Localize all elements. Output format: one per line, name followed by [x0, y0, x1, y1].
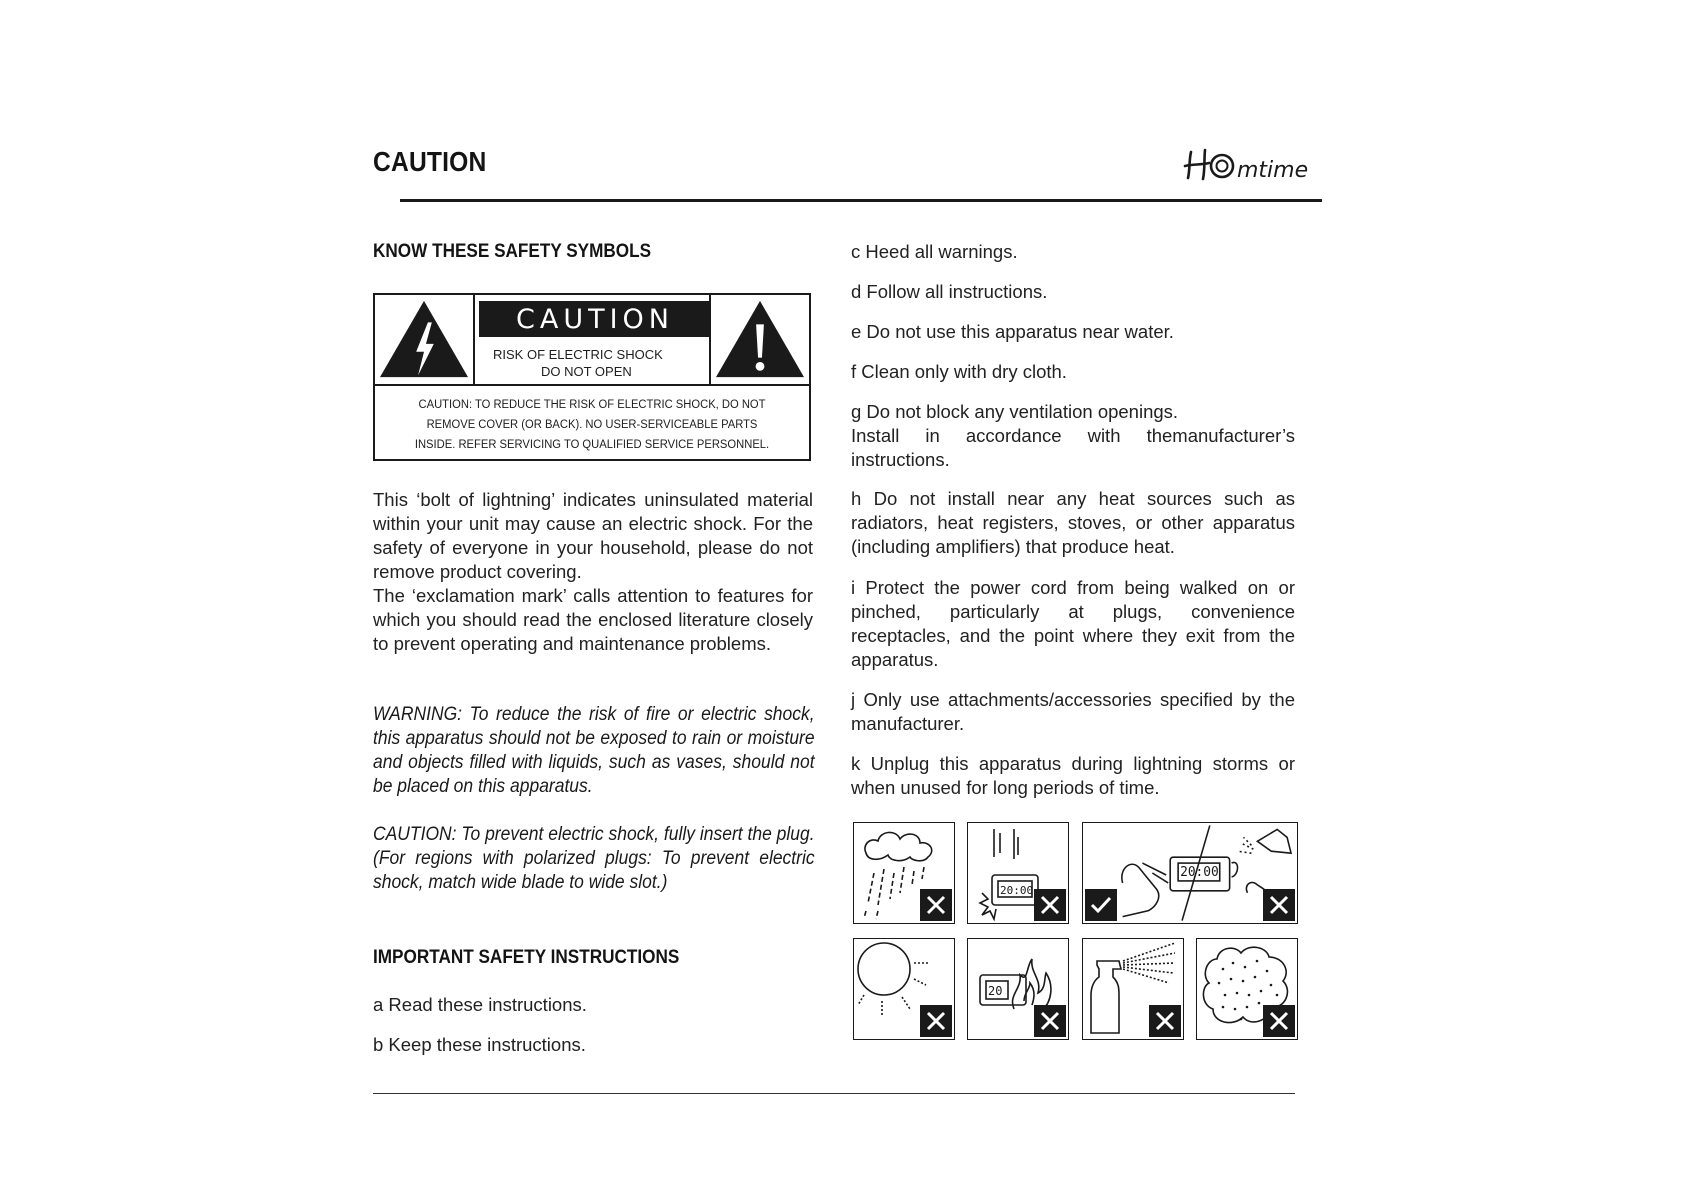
- exclamation-warning-icon: [711, 295, 809, 384]
- instruction-item: b Keep these instructions.: [373, 1034, 586, 1055]
- instruction-item: h Do not install near any heat sources such as radiators, heat registers, stoves, or other apparatus (including amplifiers) that produce heat.: [851, 488, 1295, 557]
- prohibited-badge: [1149, 1005, 1181, 1037]
- caution-label: [373, 293, 811, 461]
- prohibited-badge: [1034, 889, 1066, 921]
- instruction-item: g Do not block any ventilation openings.: [851, 401, 1179, 422]
- lightning-warning-icon: [375, 295, 473, 384]
- cross-icon: [1149, 1005, 1181, 1037]
- cross-icon: [1263, 1005, 1295, 1037]
- label-footer-line: INSIDE. REFER SERVICING TO QUALIFIED SERVICE PERSONNEL.: [414, 437, 770, 451]
- brand-logo: [1183, 144, 1323, 186]
- cross-icon: [1263, 889, 1295, 921]
- prohibited-badge: [1263, 1005, 1295, 1037]
- warning-paragraph: WARNING: To reduce the risk of fire or electric shock, this apparatus should not be exposed to rain or moisture and objects filled with liquids, such as vases, should not be placed on this apparatus.: [373, 704, 815, 797]
- prohibited-badge: [920, 889, 952, 921]
- clock-time-text: 20:00: [1180, 864, 1219, 880]
- lightning-cell: [375, 295, 475, 386]
- homtime-logo-icon: [1183, 144, 1323, 186]
- rain-pictogram: [853, 822, 955, 924]
- label-footer-line: CAUTION: TO REDUCE THE RISK OF ELECTRIC SHOCK, DO NOT: [418, 397, 766, 411]
- caution-text-cell: [475, 295, 709, 386]
- instruction-item: a Read these instructions.: [373, 994, 587, 1015]
- svg-text:mtime: mtime: [1237, 158, 1309, 183]
- instruction-item: i Protect the power cord from being walked on or pinched, particularly at plugs, convenience receptacles, and the point where they exit from the apparatus.: [851, 577, 1295, 670]
- approved-badge: [1085, 889, 1117, 921]
- lightning-paragraph: This ‘bolt of lightning’ indicates uninsulated material within your unit may cause an electric shock. For the safety of everyone in your household, please do not remove product covering.: [373, 489, 813, 582]
- check-icon: [1085, 889, 1117, 921]
- caution-banner: CAUTION: [479, 301, 711, 337]
- clock-time-text: 20:00: [1000, 884, 1034, 897]
- instruction-item: k Unplug this apparatus during lightning storms or when unused for long periods of time.: [851, 753, 1295, 798]
- page-title: CAUTION: [373, 146, 487, 177]
- cross-icon: [1034, 1005, 1066, 1037]
- instruction-item: Install in accordance with themanufacturer’s instructions.: [851, 425, 1295, 470]
- caution-label-footer: [392, 394, 791, 454]
- instruction-item: f Clean only with dry cloth.: [851, 361, 1067, 382]
- instruction-item: j Only use attachments/accessories specified by the manufacturer.: [851, 689, 1295, 734]
- prohibited-badge: [1263, 889, 1295, 921]
- safety-instructions-heading: IMPORTANT SAFETY INSTRUCTIONS: [373, 946, 680, 968]
- footer-divider: [373, 1093, 1295, 1094]
- do-not-open-text: DO NOT OPEN: [541, 364, 632, 379]
- prohibited-badge: [920, 1005, 952, 1037]
- falling-clock-pictogram: [967, 822, 1069, 924]
- safety-symbols-heading: KNOW THESE SAFETY SYMBOLS: [373, 240, 652, 262]
- fire-pictogram: [967, 938, 1069, 1040]
- instruction-item: e Do not use this apparatus near water.: [851, 321, 1174, 342]
- instruction-item: d Follow all instructions.: [851, 281, 1048, 302]
- label-footer-line: REMOVE COVER (OR BACK). NO USER-SERVICEABLE PARTS: [426, 417, 758, 431]
- header-divider: [400, 199, 1322, 202]
- risk-of-shock-text: RISK OF ELECTRIC SHOCK: [493, 347, 663, 362]
- prohibited-badge: [1034, 1005, 1066, 1037]
- dust-pictogram: [1196, 938, 1298, 1040]
- caution-paragraph: CAUTION: To prevent electric shock, fully insert the plug. (For regions with polarized plugs: To prevent electric shock, match wide blade to wide slot.): [373, 824, 815, 893]
- instruction-item: c Heed all warnings.: [851, 241, 1018, 262]
- sun-pictogram: [853, 938, 955, 1040]
- clock-time-text: 20: [988, 984, 1003, 998]
- spray-pictogram: [1082, 938, 1184, 1040]
- exclamation-cell: [709, 295, 809, 386]
- cross-icon: [920, 889, 952, 921]
- exclamation-paragraph: The ‘exclamation mark’ calls attention to features for which you should read the enclosed literature closely to prevent operating and maintenance problems.: [373, 585, 813, 654]
- cleaning-pictogram: [1082, 822, 1298, 924]
- cross-icon: [1034, 889, 1066, 921]
- cross-icon: [920, 1005, 952, 1037]
